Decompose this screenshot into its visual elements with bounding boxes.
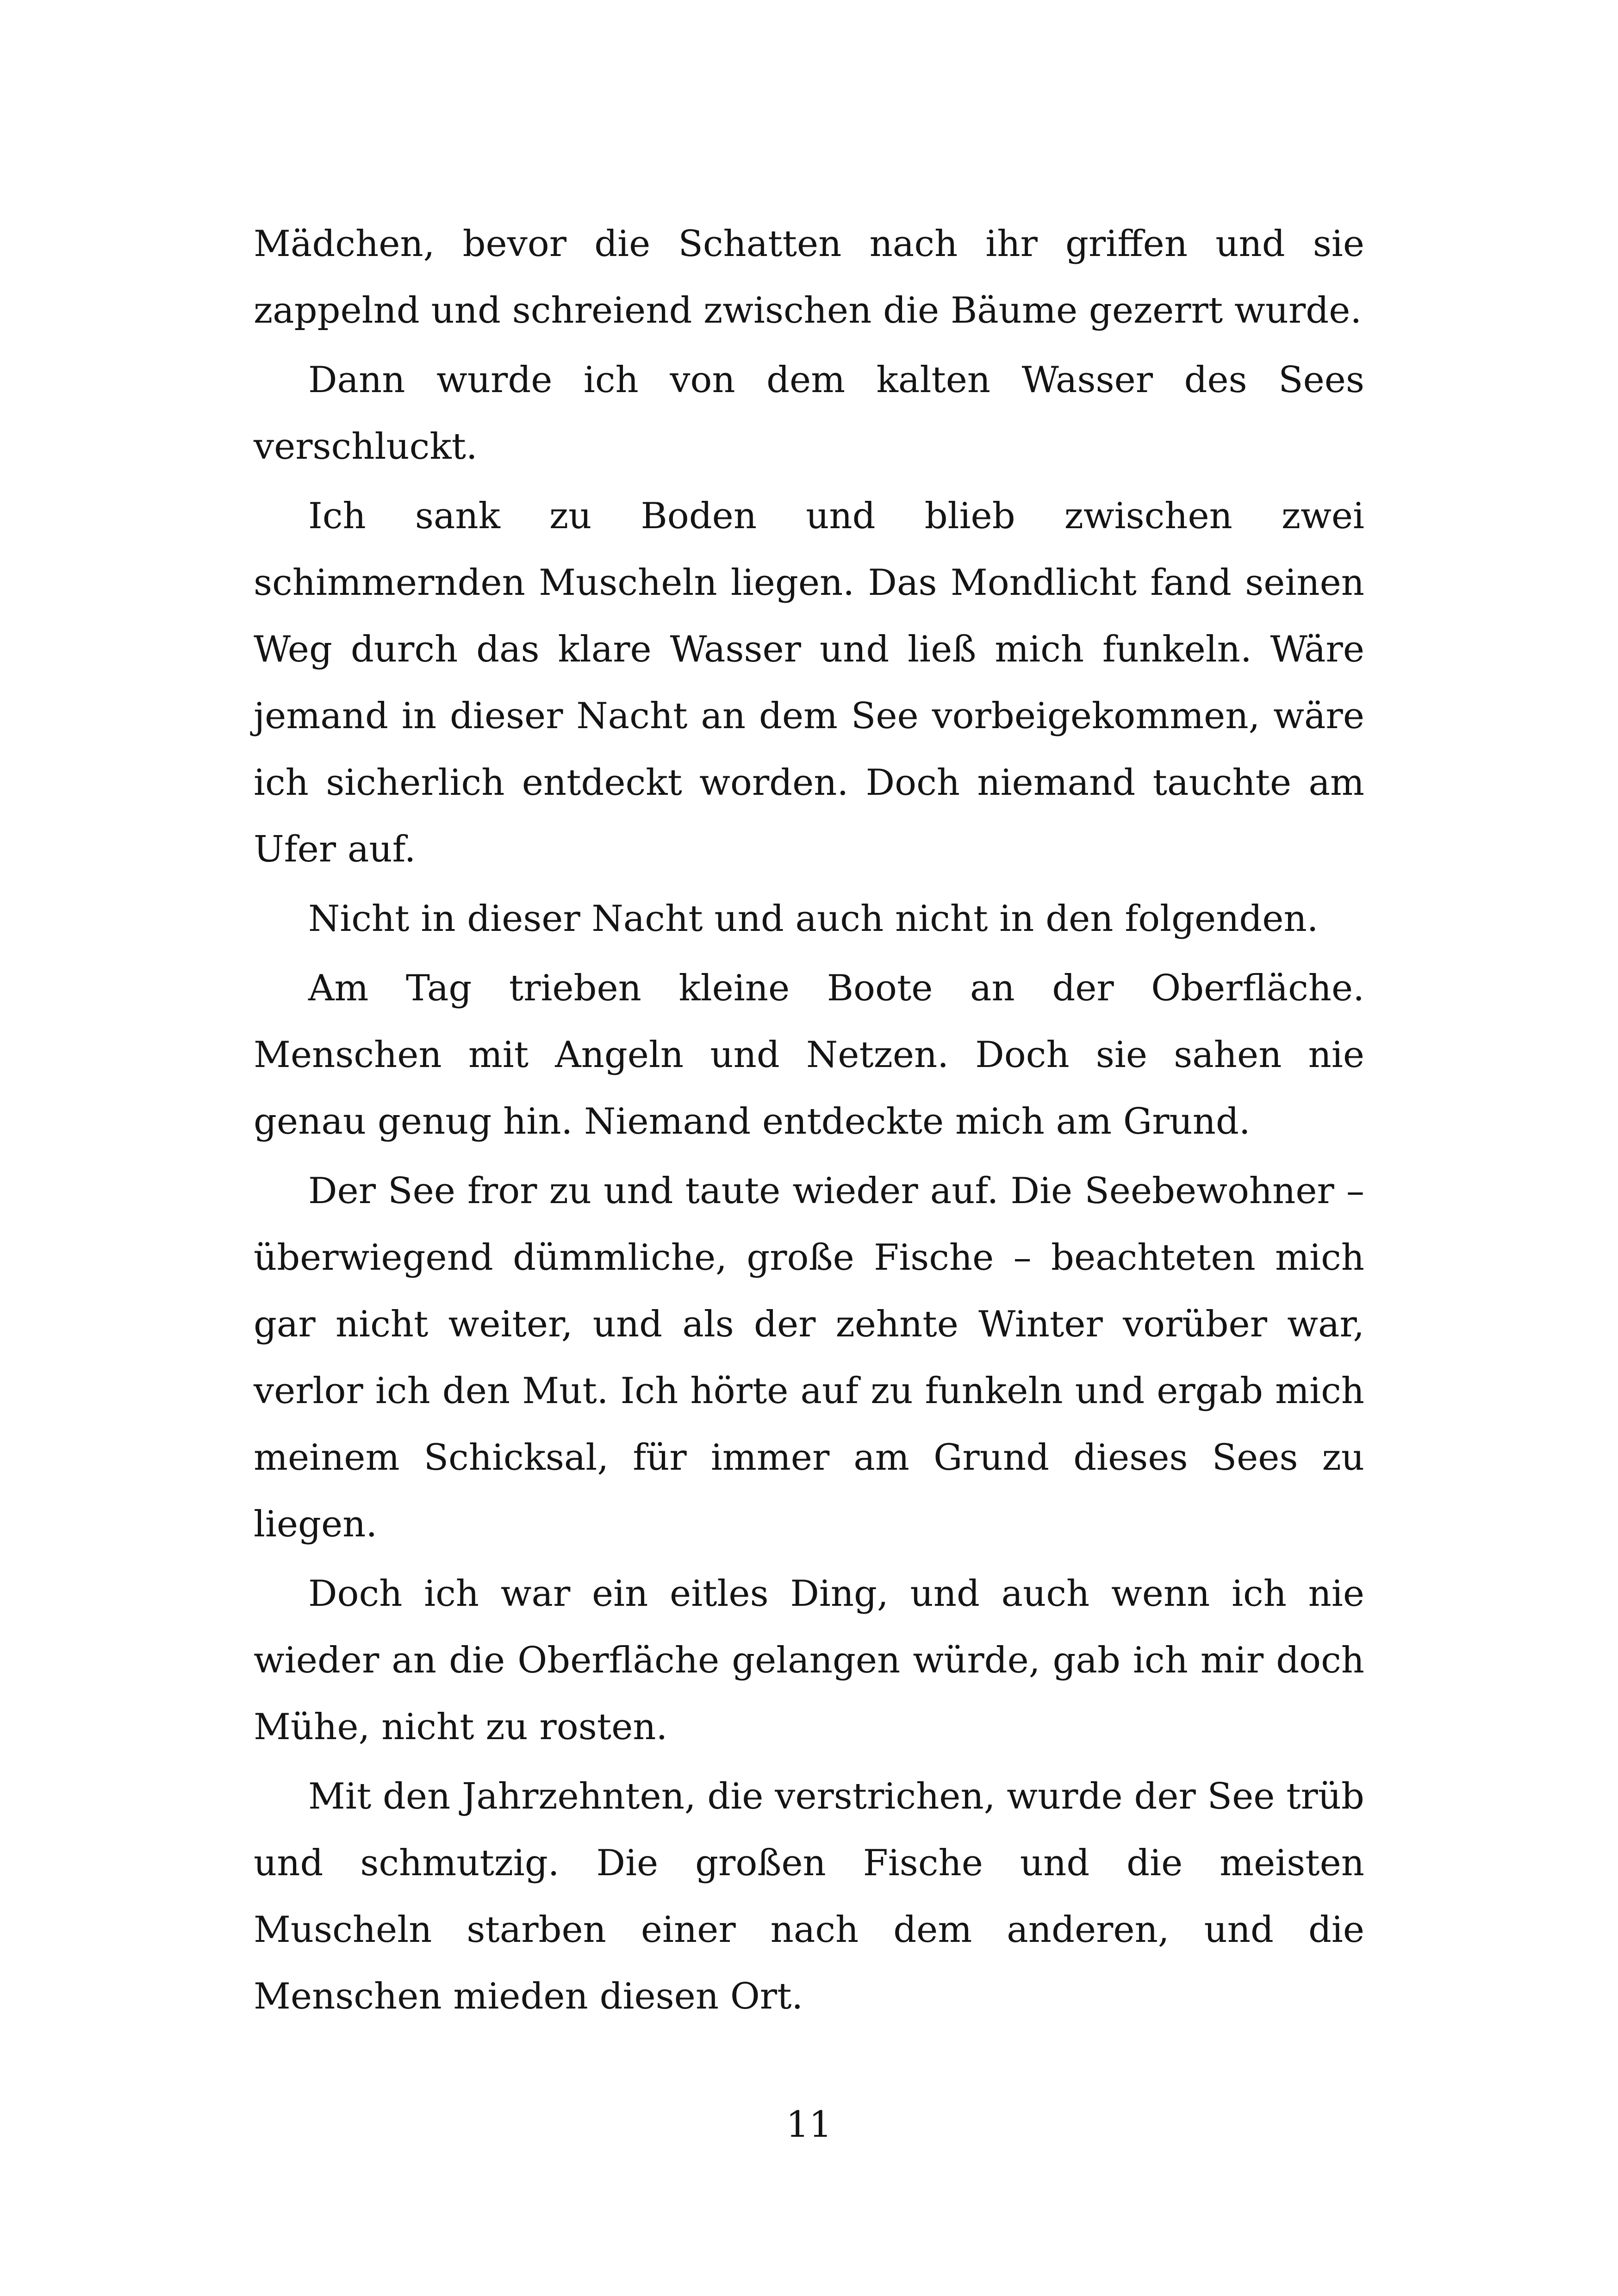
paragraph: Am Tag trieben kleine Boote an der Oberfläche. Menschen mit Angeln und Netzen. Doch sie sahen nie genau genug hin. Niemand entdeckte mich am Grund.	[254, 967, 1364, 1142]
paragraph: Der See fror zu und taute wieder auf. Die Seebewohner – überwiegend dümmliche, große Fische – beachteten mich gar nicht weiter, und als der zehnte Winter vorüber war, verlor ich den Mut. Ich hörte auf zu funkeln und ergab mich meinem Schicksal, für immer am Grund dieses Sees zu liegen.	[254, 1170, 1364, 1545]
paragraph: Mit den Jahrzehnten, die verstrichen, wurde der See trüb und schmutzig. Die großen Fische und die meisten Muscheln starben einer nach dem anderen, und die Menschen mieden diesen Ort.	[254, 1776, 1364, 2017]
paragraph: Doch ich war ein eitles Ding, und auch wenn ich nie wieder an die Oberfläche gelangen würde, gab ich mir doch Mühe, nicht zu rosten.	[254, 1573, 1364, 1748]
page-number: 11	[786, 2104, 832, 2146]
paragraph: Dann wurde ich von dem kalten Wasser des Sees verschluckt.	[254, 359, 1364, 468]
paragraph: Mädchen, bevor die Schatten nach ihr griffen und sie zappelnd und schreiend zwischen die Bäume gezerrt wurde.	[254, 223, 1364, 331]
paragraph: Nicht in dieser Nacht und auch nicht in den folgenden.	[308, 898, 1319, 940]
paragraph: Ich sank zu Boden und blieb zwischen zwei schimmernden Muscheln liegen. Das Mondlicht fand seinen Weg durch das klare Wasser und ließ mich funkeln. Wäre jemand in dieser Nacht an dem See vorbeigekommen, wäre ich sicherlich entdeckt worden. Doch niemand tauchte am Ufer auf.	[254, 495, 1364, 870]
body-text	[254, 211, 1364, 2033]
